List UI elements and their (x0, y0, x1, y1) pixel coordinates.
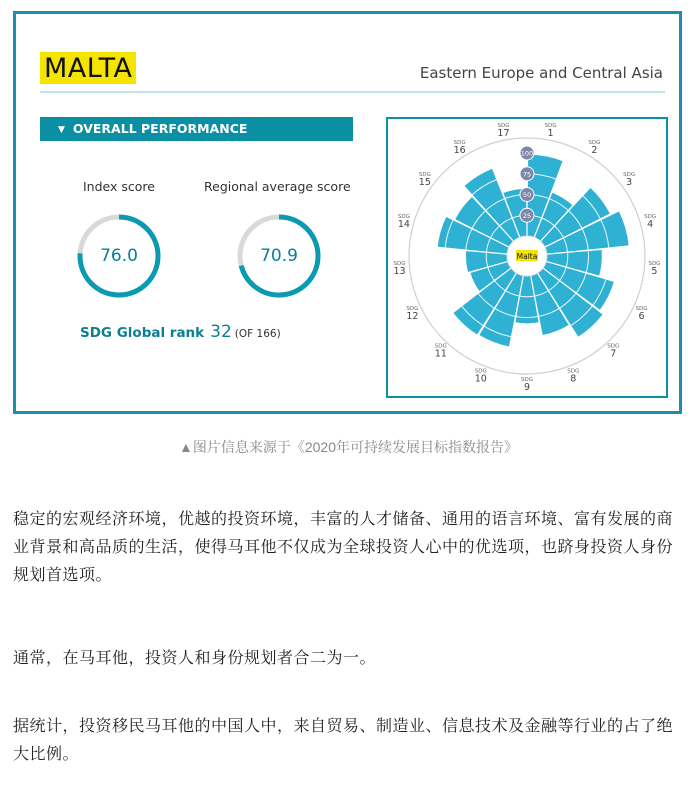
regional-score-value: 70.9 (260, 246, 298, 266)
country-name: MALTA (40, 52, 136, 84)
section-header (40, 117, 353, 141)
sdg-number-label: 3 (626, 176, 633, 188)
paragraph-3: 据统计，投资移民马耳他的中国人中，来自贸易、制造业、信息技术及金融等行业的占了绝大比例。 (13, 718, 674, 763)
sdg-number-label: 13 (393, 265, 406, 277)
sdg-number-label: 7 (610, 348, 617, 360)
header-divider (40, 91, 665, 93)
sdg-number-label: 14 (397, 218, 410, 230)
sdg-number-label: 2 (591, 145, 598, 157)
paragraph-2: 通常，在马耳他，投资人和身份规划者合二为一。 (13, 650, 377, 667)
section-title: OVERALL PERFORMANCE (72, 121, 248, 136)
sdg-number-label: 10 (474, 373, 487, 385)
sdg-prefix-label: SDG (474, 368, 487, 375)
sdg-number-label: 1 (547, 128, 554, 140)
triangle-down-icon: ▼ (58, 125, 65, 135)
scale-tick-label: 50 (522, 191, 532, 199)
sdg-prefix-label: SDG (644, 213, 657, 220)
sdg-prefix-label: SDG (607, 343, 620, 350)
sdg-number-label: 4 (647, 218, 654, 230)
sdg-prefix-label: SDG (648, 260, 661, 267)
scale-tick-label: 75 (522, 170, 532, 179)
sdg-number-label: 15 (418, 176, 431, 188)
sdg-prefix-label: SDG (393, 260, 406, 267)
sdg-prefix-label: SDG (418, 171, 431, 178)
sdg-number-label: 8 (570, 373, 577, 385)
regional-score-label: Regional average score (204, 179, 351, 194)
sdg-prefix-label: SDG (497, 123, 510, 130)
sdg-number-label: 16 (453, 145, 466, 157)
sdg-radar-chart (386, 117, 668, 398)
index-score-gauge (74, 211, 164, 301)
sdg-number-label: 12 (406, 311, 419, 323)
sdg-prefix-label: SDG (635, 306, 648, 313)
sdg-prefix-label: SDG (588, 140, 601, 147)
sdg-radar-svg (388, 119, 666, 396)
region-name: Eastern Europe and Central Asia (419, 64, 663, 82)
index-score-label: Index score (83, 179, 155, 194)
sdg-number-label: 5 (651, 265, 658, 277)
scale-tick-label: 100 (520, 149, 534, 158)
global-rank (80, 322, 281, 342)
sdg-prefix-label: SDG (406, 306, 419, 313)
sdg-number-label: 6 (638, 311, 645, 323)
country-profile-card (13, 11, 682, 414)
sdg-prefix-label: SDG (623, 171, 636, 178)
regional-score-gauge (234, 211, 324, 301)
sdg-number-label: 17 (497, 128, 510, 140)
rank-value: 32 (210, 322, 232, 342)
scale-tick-label: 25 (522, 211, 532, 220)
sdg-prefix-label: SDG (453, 140, 466, 147)
center-label: Malta (516, 252, 538, 261)
index-score-value: 76.0 (100, 246, 138, 266)
sdg-prefix-label: SDG (521, 377, 533, 383)
rank-of: (OF 166) (234, 328, 281, 340)
sdg-prefix-label: SDG (544, 123, 557, 130)
sdg-prefix-label: SDG (434, 343, 447, 350)
paragraph-1: 稳定的宏观经济环境，优越的投资环境，丰富的人才储备、通用的语言环境、富有发展的商业背景和高品质的生活，使得马耳他不仅成为全球投资人心中的优选项，也跻身投资人身份规划首选项。 (13, 511, 674, 584)
rank-label: SDG Global rank (80, 325, 205, 341)
sdg-number-label: 9 (523, 382, 531, 393)
sdg-prefix-label: SDG (567, 368, 580, 375)
image-caption: ▲图片信息来源于《2020年可持续发展目标指数报告》 (179, 439, 518, 455)
sdg-number-label: 11 (434, 348, 447, 360)
sdg-prefix-label: SDG (397, 213, 410, 220)
